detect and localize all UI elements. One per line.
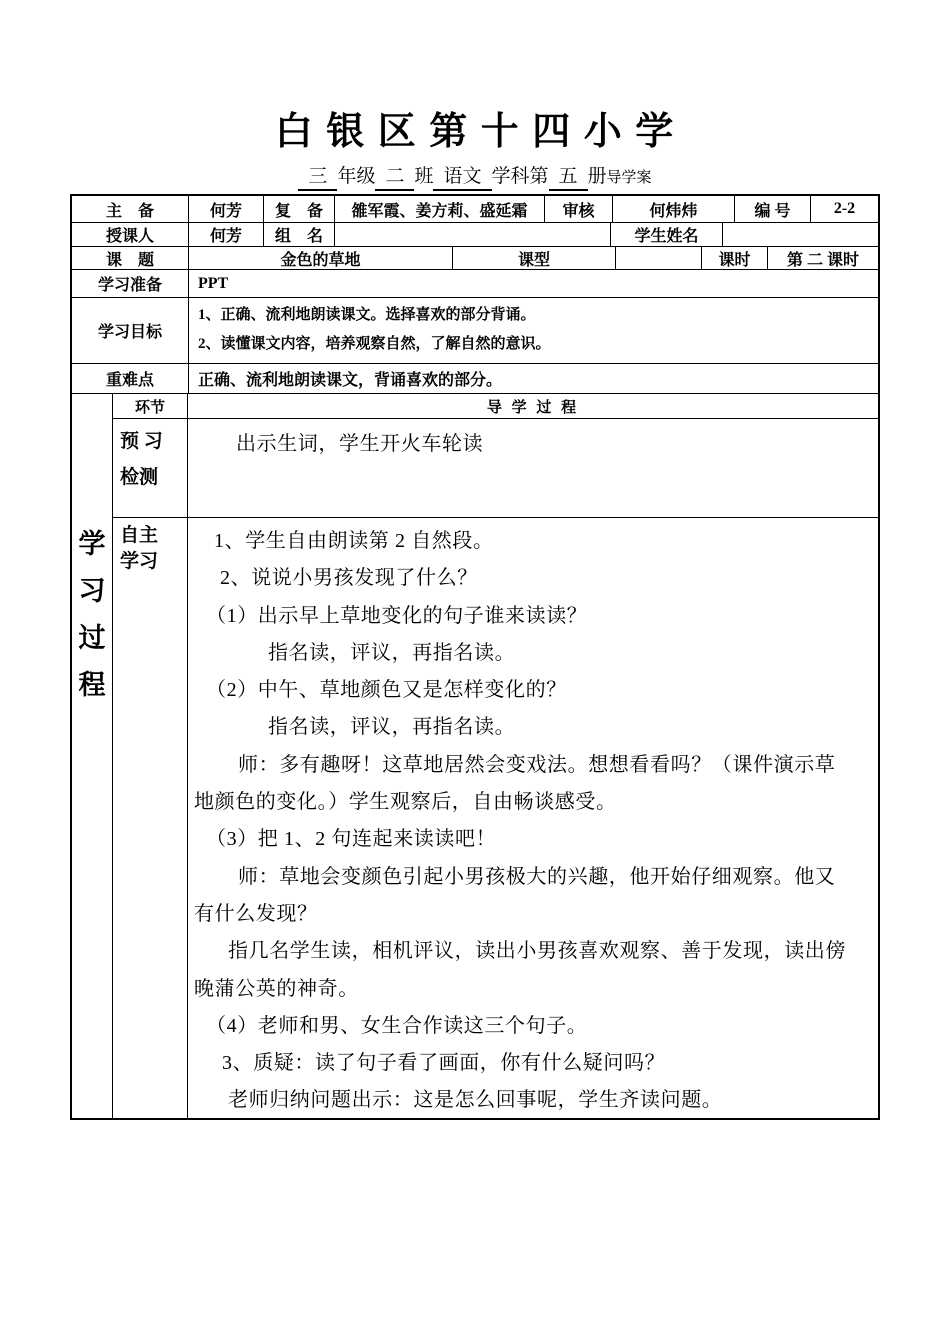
process-line: 有什么发现？ (194, 902, 318, 925)
vertical-char: 程 (78, 670, 106, 700)
process-line: 指名读，评议，再指名读。 (268, 641, 516, 664)
objective-item: 2、读懂课文内容，培养观察自然，了解自然的意识。 (198, 336, 551, 352)
doc-type-label: 导学案 (606, 170, 652, 186)
number-value: 2-2 (833, 200, 856, 217)
instructor-value: 何芳 (189, 223, 264, 246)
table-row-preparers (72, 196, 878, 223)
objective-item: 1、正确、流利地朗读课文。选择喜欢的部分背诵。 (198, 307, 536, 323)
stage-name-self-study (113, 518, 188, 1120)
table-row-instructor (72, 223, 878, 247)
group-name-label: 组 名 (264, 223, 335, 246)
process-line: 3、质疑：读了句子看了画面，你有什么疑问吗？ (222, 1052, 666, 1075)
student-name-value (723, 223, 878, 246)
process-line: 指几名学生读，相机评议，读出小男孩喜欢观察、善于发现，读出傍 (228, 940, 846, 963)
process-line: 师：多有趣呀！这草地居然会变戏法。想想看看吗？（课件演示草 (238, 753, 836, 776)
reviewer-value: 何炜炜 (613, 196, 735, 222)
key-points-value: 正确、流利地朗读课文，背诵喜欢的部分。 (198, 372, 503, 389)
learning-process-section (72, 394, 878, 1120)
learning-process-vertical-label (72, 394, 113, 1120)
main-preparer-label: 主 备 (72, 196, 189, 222)
number-label: 编 号 (735, 196, 811, 222)
process-rows (113, 394, 878, 1120)
stage-row-self-study (113, 518, 878, 1120)
vertical-char: 过 (78, 623, 106, 653)
guide-process-header: 导 学 过 程 (486, 399, 580, 416)
stage-name-preview-check (113, 419, 188, 517)
process-header-row (113, 394, 878, 419)
stage-row-preview-check (113, 419, 878, 518)
process-line: 地颜色的变化。）学生观察后，自由畅谈感受。 (194, 791, 617, 814)
school-title: 白 银 区 第 十 四 小 学 (274, 111, 676, 153)
subtitle (0, 163, 950, 192)
key-points-label: 重难点 (72, 364, 189, 393)
table-row-preparation (72, 270, 878, 298)
preparation-value: PPT (198, 274, 229, 292)
lesson-title-value: 金色的草地 (189, 247, 453, 269)
process-line: 2、说说小男孩发现了什么？ (220, 567, 478, 590)
instructor-label: 授课人 (72, 223, 189, 246)
process-line: 出示生词，学生开火车轮读 (236, 433, 484, 455)
objectives-value (189, 298, 878, 363)
process-line: （2）中午、草地颜色又是怎样变化的？ (206, 679, 567, 702)
lesson-type-value (616, 247, 702, 269)
vertical-char: 学 (78, 529, 106, 559)
group-name-value (335, 223, 611, 246)
stage-name-line: 检测 (120, 467, 159, 488)
table-row-key-points (72, 364, 878, 394)
subject-suffix: 学科第 (491, 166, 549, 187)
grade-suffix: 年级 (337, 166, 376, 187)
process-line: （4）老师和男、女生合作读这三个句子。 (206, 1014, 588, 1037)
period-value: 第 二 课时 (786, 251, 859, 269)
process-line: 师：草地会变颜色引起小男孩极大的兴趣，他开始仔细观察。他又 (238, 865, 836, 888)
lesson-plan-table (70, 194, 880, 1120)
process-line: 指名读，评议，再指名读。 (268, 716, 516, 739)
vertical-char: 习 (78, 576, 106, 606)
volume-blank: 五 (549, 165, 588, 191)
stage-name-line: 学习 (120, 551, 159, 572)
period-label: 课时 (702, 247, 768, 269)
stage-content-preview-check (188, 419, 878, 517)
stage-header: 环节 (113, 394, 188, 418)
reviewer-label: 审核 (545, 196, 613, 222)
process-line: （1）出示早上草地变化的句子谁来读读？ (206, 604, 588, 627)
stage-name-line: 自主 (120, 525, 159, 546)
co-preparer-value: 雒军霞、姜方莉、盛延霜 (335, 196, 545, 222)
table-row-lesson (72, 247, 878, 270)
process-line: 1、学生自由朗读第 2 自然段。 (214, 530, 494, 552)
preparation-label: 学习准备 (72, 270, 189, 297)
process-line: 老师归纳问题出示：这是怎么回事呢，学生齐读问题。 (228, 1089, 723, 1112)
volume-suffix: 册 (587, 166, 607, 187)
process-line: 晚蒲公英的神奇。 (194, 977, 359, 1000)
lesson-title-label: 课 题 (72, 247, 189, 269)
stage-content-self-study (188, 518, 878, 1120)
class-suffix: 班 (414, 166, 434, 187)
process-line: （3）把 1、2 句连起来读读吧！ (206, 828, 497, 851)
student-name-label: 学生姓名 (611, 223, 723, 246)
co-preparer-label: 复 备 (264, 196, 335, 222)
stage-name-line: 预 习 (120, 431, 163, 452)
class-blank: 二 (375, 165, 414, 191)
lesson-type-label: 课型 (453, 247, 616, 269)
grade-blank: 三 (298, 165, 337, 191)
table-row-objectives (72, 298, 878, 364)
main-preparer-value: 何芳 (189, 196, 264, 222)
objectives-label: 学习目标 (72, 298, 189, 363)
subject-blank: 语文 (433, 165, 491, 191)
